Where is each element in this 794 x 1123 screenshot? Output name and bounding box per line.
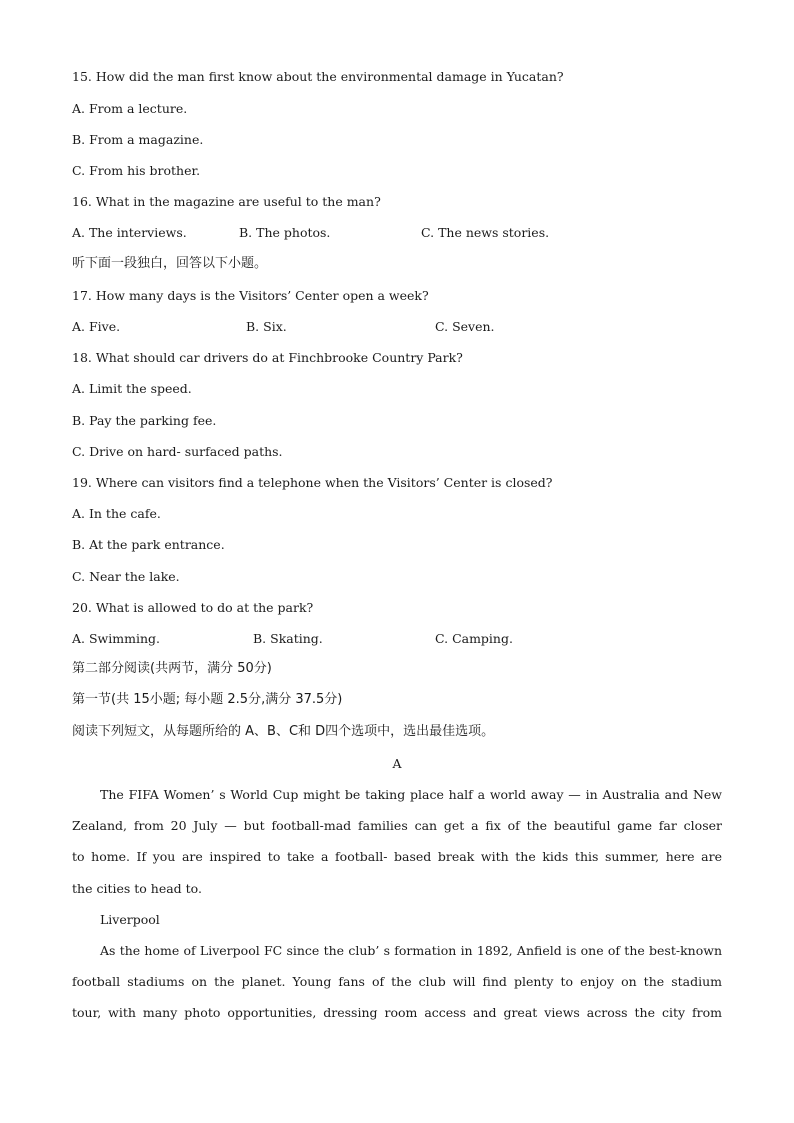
q18-option-b: B. Pay the parking fee. (72, 413, 217, 428)
q20-option-b: B. Skating. (253, 631, 323, 646)
q19-option-c: C. Near the lake. (72, 569, 180, 584)
monologue-instruction: 听下面一段独白，回答以下小题。 (72, 256, 268, 271)
q18-option-a: A. Limit the speed. (72, 381, 192, 396)
question-16: 16. What in the magazine are useful to the man? (72, 194, 381, 209)
q15-option-a: A. From a lecture. (72, 101, 188, 116)
question-18: 18. What should car drivers do at Finchbrooke Country Park? (72, 350, 463, 365)
question-15: 15. How did the man first know about the environmental damage in Yucatan? (72, 69, 564, 84)
q16-option-a: A. The interviews. (72, 225, 187, 240)
section-one-heading: 第一节(共 15小题; 每小题 2.5分,满分 37.5分) (72, 692, 343, 707)
q15-option-c: C. From his brother. (72, 163, 201, 178)
q18-option-c: C. Drive on hard- surfaced paths. (72, 444, 283, 459)
question-17: 17. How many days is the Visitors’ Center open a week? (72, 288, 429, 303)
paragraph-1-line-4: the cities to head to. (72, 881, 202, 896)
passage-label: A (392, 756, 402, 771)
q20-option-a: A. Swimming. (72, 631, 160, 646)
part-two-heading: 第二部分阅读(共两节，满分 50分) (72, 661, 272, 676)
reading-instruction: 阅读下列短文，从每题所给的 A、B、C和 D四个选项中，选出最佳选项。 (72, 724, 495, 739)
q17-option-c: C. Seven. (435, 319, 495, 334)
question-19: 19. Where can visitors find a telephone when the Visitors’ Center is closed? (72, 475, 553, 490)
q17-option-a: A. Five. (72, 319, 121, 334)
paragraph-2-line-3: tour, with many photo opportunities, dressing room access and great views across the city from (72, 1005, 722, 1020)
q16-option-b: B. The photos. (239, 225, 331, 240)
q20-option-c: C. Camping. (435, 631, 513, 646)
q15-option-b: B. From a magazine. (72, 132, 204, 147)
q17-option-b: B. Six. (246, 319, 287, 334)
paragraph-2-line-1: As the home of Liverpool FC since the club’ s formation in 1892, Anfield is one of the best-known (100, 943, 722, 958)
question-20: 20. What is allowed to do at the park? (72, 600, 314, 615)
paragraph-1-line-3: to home. If you are inspired to take a football- based break with the kids this summer, here are (72, 849, 722, 864)
q19-option-b: B. At the park entrance. (72, 537, 225, 552)
q19-option-a: A. In the cafe. (72, 506, 161, 521)
paragraph-1-line-2: Zealand, from 20 July — but football-mad families can get a fix of the beautiful game far closer (72, 818, 722, 833)
q16-option-c: C. The news stories. (421, 225, 550, 240)
paragraph-1-line-1: The FIFA Women’ s World Cup might be taking place half a world away — in Australia and New (100, 787, 722, 802)
city-subheading: Liverpool (100, 912, 160, 927)
paragraph-2-line-2: football stadiums on the planet. Young fans of the club will find plenty to enjoy on the stadium (72, 974, 722, 989)
